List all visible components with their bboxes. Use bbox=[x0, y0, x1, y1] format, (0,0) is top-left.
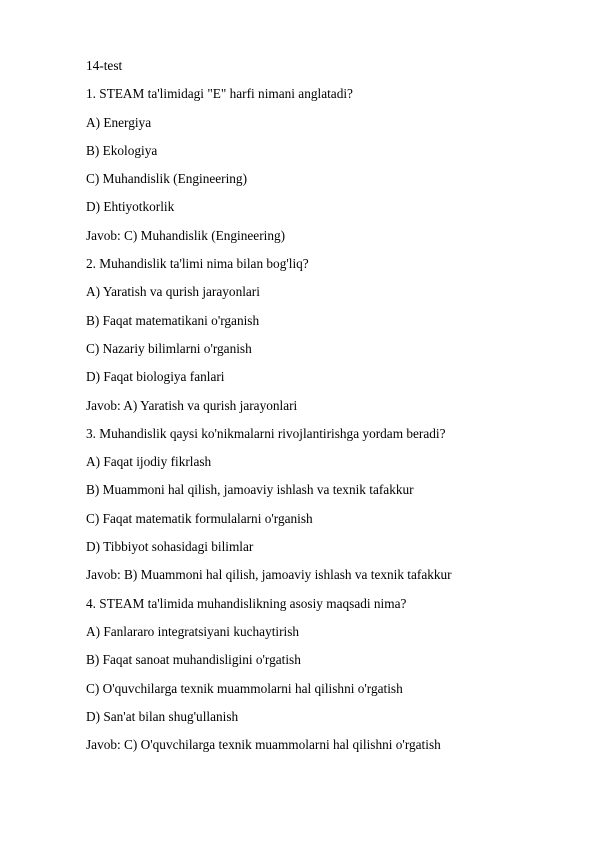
question-4-answer: Javob: C) O'quvchilarga texnik muammolarni hal qilishni o'rgatish bbox=[86, 737, 441, 753]
question-2-option-c: C) Nazariy bilimlarni o'rganish bbox=[86, 340, 252, 356]
question-4-option-d: D) San'at bilan shug'ullanish bbox=[86, 708, 239, 724]
question-3-answer: Javob: B) Muammoni hal qilish, jamoaviy ishlash va texnik tafakkur bbox=[86, 567, 452, 583]
question-3-option-d: D) Tibbiyot sohasidagi bilimlar bbox=[86, 539, 254, 555]
question-4-option-c: C) O'quvchilarga texnik muammolarni hal qilishni o'rgatish bbox=[86, 680, 403, 696]
question-4-option-a: A) Fanlararo integratsiyani kuchaytirish bbox=[86, 623, 300, 639]
question-4: 4. STEAM ta'limida muhandislikning asosiy maqsadi nima? bbox=[86, 595, 407, 611]
test-title: 14-test bbox=[86, 58, 123, 73]
question-1-option-d: D) Ehtiyotkorlik bbox=[86, 199, 175, 215]
question-1-answer: Javob: C) Muhandislik (Engineering) bbox=[86, 227, 286, 243]
question-2: 2. Muhandislik ta'limi nima bilan bog'liq? bbox=[86, 256, 309, 272]
question-3-option-c: C) Faqat matematik formulalarni o'rganish bbox=[86, 510, 313, 526]
question-3-option-a: A) Faqat ijodiy fikrlash bbox=[86, 454, 212, 470]
question-1-option-b: B) Ekologiya bbox=[86, 142, 158, 158]
question-2-option-b: B) Faqat matematikani o'rganish bbox=[86, 312, 260, 328]
question-2-answer: Javob: A) Yaratish va qurish jarayonlari bbox=[86, 397, 298, 413]
question-4-option-b: B) Faqat sanoat muhandisligini o'rgatish bbox=[86, 652, 301, 668]
question-3: 3. Muhandislik qaysi ko'nikmalarni rivojlantirishga yordam beradi? bbox=[86, 425, 446, 441]
question-1: 1. STEAM ta'limidagi "E" harfi nimani anglatadi? bbox=[86, 86, 353, 102]
question-2-option-a: A) Yaratish va qurish jarayonlari bbox=[86, 284, 260, 300]
document-body bbox=[86, 58, 576, 765]
question-2-option-d: D) Faqat biologiya fanlari bbox=[86, 369, 225, 385]
question-3-option-b: B) Muammoni hal qilish, jamoaviy ishlash va texnik tafakkur bbox=[86, 482, 414, 498]
question-1-option-c: C) Muhandislik (Engineering) bbox=[86, 171, 248, 187]
question-1-option-a: A) Energiya bbox=[86, 114, 152, 130]
